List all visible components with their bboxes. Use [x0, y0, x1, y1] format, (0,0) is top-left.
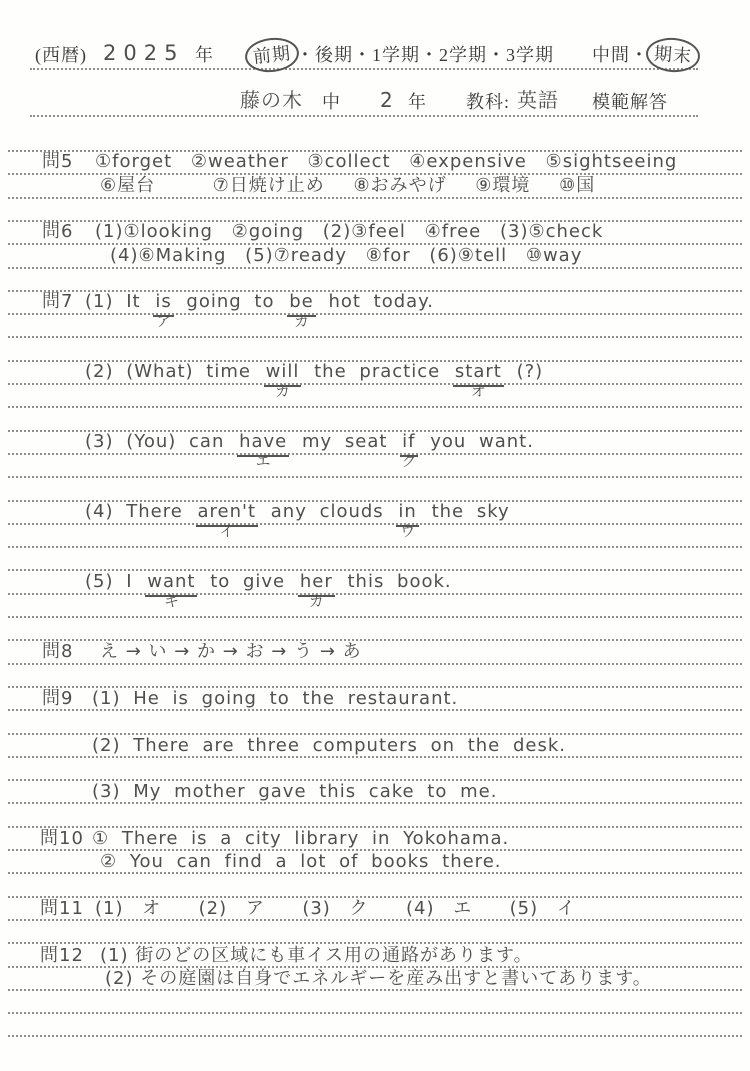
underlined-word: aren't イ — [197, 501, 257, 540]
underlined-word: will カ — [265, 361, 300, 400]
q5-label: 問5 — [42, 151, 74, 172]
subject-label: 教科: — [466, 92, 511, 112]
term-rest-label: ・後期・1学期・2学期・3学期 — [296, 45, 554, 65]
q9-label: 問9 — [42, 688, 74, 709]
choice-kana-annotation: オ — [470, 382, 486, 400]
choice-kana-annotation: ク — [401, 452, 417, 470]
choice-kana-annotation: ア — [155, 312, 172, 330]
ruled-line — [8, 546, 742, 548]
q12-line-2: (2) その庭園は自身でエネルギーを産み出すと書いてあります。 — [105, 968, 652, 989]
underlined-word: if ク — [401, 431, 417, 470]
subject-value: 英語 — [517, 88, 559, 112]
era-label: (西暦) — [35, 45, 87, 65]
q12-label: 問12 — [40, 945, 84, 966]
q11-answer: (1) オ (2) ア (3) ク (4) エ (5) イ — [95, 898, 576, 919]
ruled-line — [8, 336, 742, 338]
school-name: 藤の木 — [240, 88, 303, 112]
q7-item-2: (2) (What) time will カ the practice start オ (?) — [85, 361, 544, 400]
q6-line-1: (1)①looking ②going (2)③feel ④free (3)⑤check — [95, 221, 604, 242]
underlined-word: start オ — [454, 361, 502, 400]
q5-line-2: ⑥屋台 ⑦日焼け止め ⑧おみやげ ⑨環境 ⑩国 — [100, 175, 596, 196]
exam-circle-mark: 期末 — [645, 36, 701, 74]
q7-item-5: (5) I want キ to give her カ this book. — [85, 571, 452, 610]
q9-line-3: (3) My mother gave this cake to me. — [92, 781, 498, 802]
term-circle-mark: 前期 — [243, 35, 300, 74]
q8-answer: え → い → か → お → う → あ — [100, 641, 362, 662]
underlined-word: be カ — [289, 291, 314, 330]
choice-kana-annotation: エ — [255, 452, 271, 470]
year-unit-label: 年 — [195, 45, 214, 65]
q11-label: 問11 — [40, 898, 84, 919]
ruled-line — [8, 406, 742, 408]
q7-label: 問7 — [42, 291, 74, 312]
q12-line-1: (1) 街のどの区域にも車イス用の通路があります。 — [100, 945, 533, 966]
school-type-label: 中 — [322, 92, 341, 112]
q10-line-2: ② You can find a lot of books there. — [100, 851, 502, 872]
underlined-word: her カ — [299, 571, 333, 610]
doc-type-label: 模範解答 — [592, 92, 668, 112]
q9-line-2: (2) There are three computers on the desk. — [92, 735, 567, 756]
term-options — [248, 42, 554, 68]
q9-line-1: (1) He is going to the restaurant. — [92, 688, 459, 709]
ruled-line — [8, 1012, 742, 1014]
grade-value: 2 — [380, 88, 394, 112]
year-value: 2025 — [103, 41, 185, 65]
q10-line-1: ① There is a city library in Yokohama. — [92, 828, 510, 849]
underlined-word: in ウ — [398, 501, 417, 540]
q7-item-3: (3) (You) can have エ my seat if ク you want. — [85, 431, 534, 470]
q5-line-1: ①forget ②weather ③collect ④expensive ⑤sightseeing — [95, 151, 678, 172]
underlined-word: want キ — [147, 571, 196, 610]
q7-item-4: (4) There aren't イ any clouds in ウ the sky — [85, 501, 510, 540]
underlined-word: is ア — [155, 291, 172, 330]
choice-kana-annotation: カ — [293, 312, 309, 330]
q8-label: 問8 — [42, 641, 74, 662]
ruled-line — [8, 476, 742, 478]
q10-label: 問10 — [40, 828, 84, 849]
q7-item-1: (1) It is ア going to be カ hot today. — [85, 291, 434, 330]
ruled-line — [30, 115, 698, 117]
ruled-line — [30, 68, 698, 70]
exam-prefix-label: 中間・ — [592, 45, 649, 65]
choice-kana-annotation: イ — [219, 522, 235, 540]
choice-kana-annotation: キ — [163, 592, 179, 610]
ruled-line — [8, 616, 742, 618]
grade-unit-label: 年 — [408, 92, 427, 112]
q6-line-2: (4)⑥Making (5)⑦ready ⑧for (6)⑨tell ⑩way — [110, 245, 583, 266]
underlined-word: have エ — [239, 431, 288, 470]
q6-label: 問6 — [42, 221, 74, 242]
choice-kana-annotation: ウ — [400, 522, 416, 540]
exam-type-options — [592, 42, 697, 68]
choice-kana-annotation: カ — [308, 592, 324, 610]
choice-kana-annotation: カ — [275, 382, 291, 400]
ruled-line — [8, 1035, 742, 1037]
